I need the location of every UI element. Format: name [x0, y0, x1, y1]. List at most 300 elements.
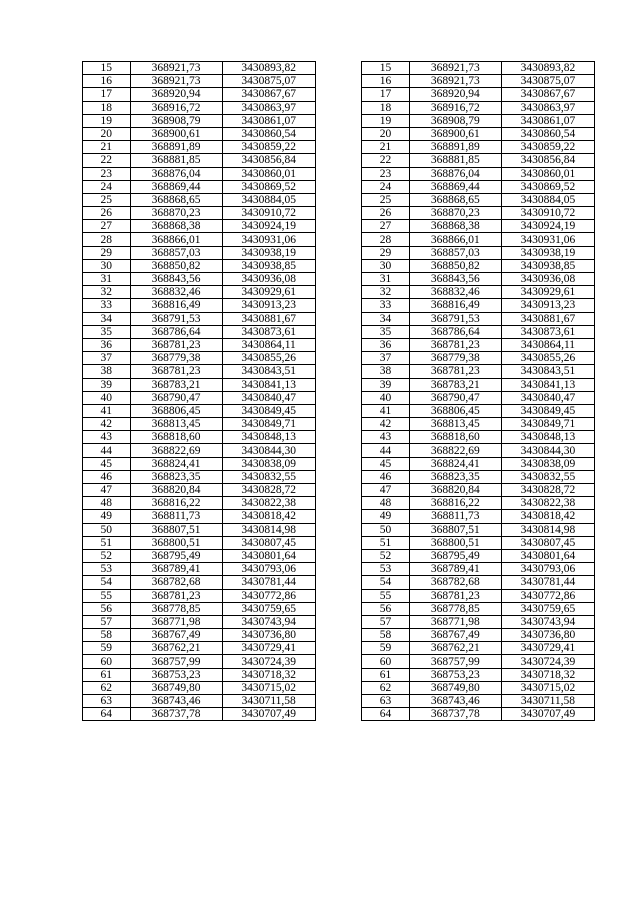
left-point-number-cell: 31: [83, 273, 131, 286]
left-y-coordinate-cell: 3430869,52: [222, 180, 315, 193]
left-y-coordinate-cell: 3430828,72: [222, 484, 315, 497]
column-gap: [315, 325, 362, 338]
column-gap: [315, 207, 362, 220]
right-x-coordinate-cell: 368811,73: [409, 510, 501, 523]
left-x-coordinate-cell: 368811,73: [130, 510, 222, 523]
left-point-number-cell: 29: [83, 246, 131, 259]
table-row: [83, 88, 595, 101]
column-gap: [315, 352, 362, 365]
right-point-number-cell: 47: [362, 484, 410, 497]
left-x-coordinate-cell: 368807,51: [130, 523, 222, 536]
right-x-coordinate-cell: 368900,61: [409, 127, 501, 140]
right-x-coordinate-cell: 368824,41: [409, 457, 501, 470]
left-x-coordinate-cell: 368850,82: [130, 259, 222, 272]
table-row: [83, 668, 595, 681]
column-gap: [315, 457, 362, 470]
right-y-coordinate-cell: 3430913,23: [501, 299, 594, 312]
table-row: [83, 695, 595, 708]
left-y-coordinate-cell: 3430832,55: [222, 470, 315, 483]
left-y-coordinate-cell: 3430822,38: [222, 497, 315, 510]
left-x-coordinate-cell: 368737,78: [130, 708, 222, 721]
right-point-number-cell: 34: [362, 312, 410, 325]
left-point-number-cell: 32: [83, 286, 131, 299]
right-x-coordinate-cell: 368781,23: [409, 589, 501, 602]
right-point-number-cell: 24: [362, 180, 410, 193]
right-point-number-cell: 46: [362, 470, 410, 483]
left-y-coordinate-cell: 3430715,02: [222, 681, 315, 694]
left-x-coordinate-cell: 368791,53: [130, 312, 222, 325]
right-y-coordinate-cell: 3430893,82: [501, 62, 594, 75]
left-point-number-cell: 15: [83, 62, 131, 75]
right-point-number-cell: 27: [362, 220, 410, 233]
right-point-number-cell: 25: [362, 193, 410, 206]
left-x-coordinate-cell: 368790,47: [130, 391, 222, 404]
column-gap: [315, 246, 362, 259]
table-row: [83, 484, 595, 497]
column-gap: [315, 154, 362, 167]
right-y-coordinate-cell: 3430724,39: [501, 655, 594, 668]
left-y-coordinate-cell: 3430864,11: [222, 338, 315, 351]
left-y-coordinate-cell: 3430807,45: [222, 536, 315, 549]
left-y-coordinate-cell: 3430881,67: [222, 312, 315, 325]
left-x-coordinate-cell: 368783,21: [130, 378, 222, 391]
right-y-coordinate-cell: 3430743,94: [501, 615, 594, 628]
right-x-coordinate-cell: 368832,46: [409, 286, 501, 299]
table-row: [83, 246, 595, 259]
left-x-coordinate-cell: 368782,68: [130, 576, 222, 589]
left-y-coordinate-cell: 3430707,49: [222, 708, 315, 721]
table-row: [83, 444, 595, 457]
right-point-number-cell: 36: [362, 338, 410, 351]
right-x-coordinate-cell: 368806,45: [409, 404, 501, 417]
right-x-coordinate-cell: 368818,60: [409, 431, 501, 444]
column-gap: [315, 75, 362, 88]
right-point-number-cell: 32: [362, 286, 410, 299]
left-y-coordinate-cell: 3430772,86: [222, 589, 315, 602]
left-point-number-cell: 57: [83, 615, 131, 628]
left-point-number-cell: 44: [83, 444, 131, 457]
left-y-coordinate-cell: 3430936,08: [222, 273, 315, 286]
left-y-coordinate-cell: 3430863,97: [222, 101, 315, 114]
right-point-number-cell: 38: [362, 365, 410, 378]
left-y-coordinate-cell: 3430844,30: [222, 444, 315, 457]
right-x-coordinate-cell: 368781,23: [409, 338, 501, 351]
left-point-number-cell: 36: [83, 338, 131, 351]
column-gap: [315, 510, 362, 523]
right-y-coordinate-cell: 3430860,01: [501, 167, 594, 180]
left-x-coordinate-cell: 368781,23: [130, 589, 222, 602]
column-gap: [315, 602, 362, 615]
left-y-coordinate-cell: 3430893,82: [222, 62, 315, 75]
table-row: [83, 404, 595, 417]
left-x-coordinate-cell: 368771,98: [130, 615, 222, 628]
left-y-coordinate-cell: 3430860,54: [222, 127, 315, 140]
column-gap: [315, 523, 362, 536]
column-gap: [315, 418, 362, 431]
left-x-coordinate-cell: 368816,49: [130, 299, 222, 312]
left-x-coordinate-cell: 368778,85: [130, 602, 222, 615]
right-point-number-cell: 48: [362, 497, 410, 510]
right-y-coordinate-cell: 3430828,72: [501, 484, 594, 497]
left-x-coordinate-cell: 368813,45: [130, 418, 222, 431]
table-row: [83, 167, 595, 180]
right-y-coordinate-cell: 3430936,08: [501, 273, 594, 286]
left-y-coordinate-cell: 3430938,19: [222, 246, 315, 259]
left-x-coordinate-cell: 368743,46: [130, 695, 222, 708]
left-y-coordinate-cell: 3430910,72: [222, 207, 315, 220]
left-point-number-cell: 61: [83, 668, 131, 681]
right-y-coordinate-cell: 3430931,06: [501, 233, 594, 246]
left-y-coordinate-cell: 3430843,51: [222, 365, 315, 378]
left-y-coordinate-cell: 3430814,98: [222, 523, 315, 536]
table-row: [83, 629, 595, 642]
right-point-number-cell: 58: [362, 629, 410, 642]
right-y-coordinate-cell: 3430938,85: [501, 259, 594, 272]
right-x-coordinate-cell: 368868,65: [409, 193, 501, 206]
document-page: [82, 61, 595, 721]
left-point-number-cell: 54: [83, 576, 131, 589]
right-y-coordinate-cell: 3430881,67: [501, 312, 594, 325]
right-y-coordinate-cell: 3430801,64: [501, 549, 594, 562]
left-y-coordinate-cell: 3430849,45: [222, 404, 315, 417]
right-x-coordinate-cell: 368870,23: [409, 207, 501, 220]
left-point-number-cell: 38: [83, 365, 131, 378]
right-y-coordinate-cell: 3430938,19: [501, 246, 594, 259]
left-point-number-cell: 50: [83, 523, 131, 536]
left-point-number-cell: 56: [83, 602, 131, 615]
left-x-coordinate-cell: 368800,51: [130, 536, 222, 549]
right-y-coordinate-cell: 3430861,07: [501, 114, 594, 127]
right-point-number-cell: 29: [362, 246, 410, 259]
left-x-coordinate-cell: 368908,79: [130, 114, 222, 127]
right-point-number-cell: 61: [362, 668, 410, 681]
right-x-coordinate-cell: 368767,49: [409, 629, 501, 642]
left-point-number-cell: 47: [83, 484, 131, 497]
left-y-coordinate-cell: 3430818,42: [222, 510, 315, 523]
right-point-number-cell: 20: [362, 127, 410, 140]
right-x-coordinate-cell: 368789,41: [409, 563, 501, 576]
left-point-number-cell: 17: [83, 88, 131, 101]
right-x-coordinate-cell: 368908,79: [409, 114, 501, 127]
left-point-number-cell: 59: [83, 642, 131, 655]
left-point-number-cell: 64: [83, 708, 131, 721]
right-y-coordinate-cell: 3430718,32: [501, 668, 594, 681]
column-gap: [315, 312, 362, 325]
left-x-coordinate-cell: 368753,23: [130, 668, 222, 681]
right-y-coordinate-cell: 3430848,13: [501, 431, 594, 444]
left-y-coordinate-cell: 3430873,61: [222, 325, 315, 338]
left-x-coordinate-cell: 368781,23: [130, 338, 222, 351]
column-gap: [315, 141, 362, 154]
left-y-coordinate-cell: 3430718,32: [222, 668, 315, 681]
left-y-coordinate-cell: 3430938,85: [222, 259, 315, 272]
left-point-number-cell: 53: [83, 563, 131, 576]
right-x-coordinate-cell: 368857,03: [409, 246, 501, 259]
left-point-number-cell: 33: [83, 299, 131, 312]
left-x-coordinate-cell: 368816,22: [130, 497, 222, 510]
right-x-coordinate-cell: 368762,21: [409, 642, 501, 655]
column-gap: [315, 338, 362, 351]
right-x-coordinate-cell: 368823,35: [409, 470, 501, 483]
right-point-number-cell: 52: [362, 549, 410, 562]
table-row: [83, 127, 595, 140]
right-point-number-cell: 17: [362, 88, 410, 101]
table-row: [83, 536, 595, 549]
column-gap: [315, 101, 362, 114]
column-gap: [315, 470, 362, 483]
right-point-number-cell: 60: [362, 655, 410, 668]
table-row: [83, 193, 595, 206]
left-x-coordinate-cell: 368781,23: [130, 365, 222, 378]
left-x-coordinate-cell: 368921,73: [130, 75, 222, 88]
column-gap: [315, 220, 362, 233]
right-x-coordinate-cell: 368778,85: [409, 602, 501, 615]
left-x-coordinate-cell: 368786,64: [130, 325, 222, 338]
left-point-number-cell: 42: [83, 418, 131, 431]
table-row: [83, 642, 595, 655]
table-row: [83, 589, 595, 602]
right-x-coordinate-cell: 368881,85: [409, 154, 501, 167]
right-point-number-cell: 26: [362, 207, 410, 220]
left-y-coordinate-cell: 3430849,71: [222, 418, 315, 431]
right-x-coordinate-cell: 368869,44: [409, 180, 501, 193]
right-x-coordinate-cell: 368783,21: [409, 378, 501, 391]
left-point-number-cell: 30: [83, 259, 131, 272]
table-row: [83, 497, 595, 510]
column-gap: [315, 180, 362, 193]
table-row: [83, 75, 595, 88]
table-row: [83, 602, 595, 615]
table-row: [83, 418, 595, 431]
left-point-number-cell: 25: [83, 193, 131, 206]
left-y-coordinate-cell: 3430931,06: [222, 233, 315, 246]
right-x-coordinate-cell: 368876,04: [409, 167, 501, 180]
right-y-coordinate-cell: 3430859,22: [501, 141, 594, 154]
left-y-coordinate-cell: 3430743,94: [222, 615, 315, 628]
right-y-coordinate-cell: 3430715,02: [501, 681, 594, 694]
left-y-coordinate-cell: 3430884,05: [222, 193, 315, 206]
left-x-coordinate-cell: 368868,65: [130, 193, 222, 206]
left-y-coordinate-cell: 3430867,67: [222, 88, 315, 101]
left-point-number-cell: 27: [83, 220, 131, 233]
left-x-coordinate-cell: 368891,89: [130, 141, 222, 154]
left-point-number-cell: 21: [83, 141, 131, 154]
column-gap: [315, 589, 362, 602]
right-y-coordinate-cell: 3430910,72: [501, 207, 594, 220]
left-point-number-cell: 63: [83, 695, 131, 708]
column-gap: [315, 299, 362, 312]
left-point-number-cell: 16: [83, 75, 131, 88]
left-point-number-cell: 22: [83, 154, 131, 167]
right-y-coordinate-cell: 3430781,44: [501, 576, 594, 589]
right-y-coordinate-cell: 3430818,42: [501, 510, 594, 523]
right-x-coordinate-cell: 368743,46: [409, 695, 501, 708]
left-x-coordinate-cell: 368762,21: [130, 642, 222, 655]
column-gap: [315, 444, 362, 457]
right-point-number-cell: 40: [362, 391, 410, 404]
right-point-number-cell: 21: [362, 141, 410, 154]
right-x-coordinate-cell: 368868,38: [409, 220, 501, 233]
table-row: [83, 338, 595, 351]
right-point-number-cell: 43: [362, 431, 410, 444]
left-point-number-cell: 41: [83, 404, 131, 417]
left-y-coordinate-cell: 3430913,23: [222, 299, 315, 312]
column-gap: [315, 549, 362, 562]
right-point-number-cell: 22: [362, 154, 410, 167]
right-x-coordinate-cell: 368757,99: [409, 655, 501, 668]
left-point-number-cell: 49: [83, 510, 131, 523]
right-point-number-cell: 15: [362, 62, 410, 75]
left-point-number-cell: 45: [83, 457, 131, 470]
left-point-number-cell: 43: [83, 431, 131, 444]
column-gap: [315, 378, 362, 391]
right-point-number-cell: 53: [362, 563, 410, 576]
left-y-coordinate-cell: 3430840,47: [222, 391, 315, 404]
left-point-number-cell: 55: [83, 589, 131, 602]
table-row: [83, 576, 595, 589]
right-x-coordinate-cell: 368816,22: [409, 497, 501, 510]
table-row: [83, 470, 595, 483]
right-point-number-cell: 44: [362, 444, 410, 457]
left-x-coordinate-cell: 368806,45: [130, 404, 222, 417]
left-point-number-cell: 52: [83, 549, 131, 562]
column-gap: [315, 497, 362, 510]
right-x-coordinate-cell: 368800,51: [409, 536, 501, 549]
left-y-coordinate-cell: 3430841,13: [222, 378, 315, 391]
right-y-coordinate-cell: 3430814,98: [501, 523, 594, 536]
column-gap: [315, 681, 362, 694]
right-x-coordinate-cell: 368820,84: [409, 484, 501, 497]
left-y-coordinate-cell: 3430855,26: [222, 352, 315, 365]
left-x-coordinate-cell: 368876,04: [130, 167, 222, 180]
right-x-coordinate-cell: 368822,69: [409, 444, 501, 457]
table-row: [83, 655, 595, 668]
right-x-coordinate-cell: 368737,78: [409, 708, 501, 721]
right-point-number-cell: 54: [362, 576, 410, 589]
table-row: [83, 207, 595, 220]
right-x-coordinate-cell: 368791,53: [409, 312, 501, 325]
left-y-coordinate-cell: 3430924,19: [222, 220, 315, 233]
right-x-coordinate-cell: 368786,64: [409, 325, 501, 338]
left-y-coordinate-cell: 3430759,65: [222, 602, 315, 615]
left-y-coordinate-cell: 3430724,39: [222, 655, 315, 668]
table-row: [83, 378, 595, 391]
column-gap: [315, 642, 362, 655]
left-x-coordinate-cell: 368866,01: [130, 233, 222, 246]
column-gap: [315, 127, 362, 140]
right-point-number-cell: 18: [362, 101, 410, 114]
right-point-number-cell: 37: [362, 352, 410, 365]
column-gap: [315, 615, 362, 628]
right-point-number-cell: 35: [362, 325, 410, 338]
right-y-coordinate-cell: 3430884,05: [501, 193, 594, 206]
right-point-number-cell: 30: [362, 259, 410, 272]
table-row: [83, 431, 595, 444]
table-row: [83, 365, 595, 378]
table-row: [83, 391, 595, 404]
right-point-number-cell: 63: [362, 695, 410, 708]
table-row: [83, 101, 595, 114]
right-y-coordinate-cell: 3430849,45: [501, 404, 594, 417]
left-point-number-cell: 18: [83, 101, 131, 114]
column-gap: [315, 167, 362, 180]
column-gap: [315, 273, 362, 286]
left-x-coordinate-cell: 368870,23: [130, 207, 222, 220]
table-row: [83, 708, 595, 721]
column-gap: [315, 668, 362, 681]
left-point-number-cell: 34: [83, 312, 131, 325]
table-row: [83, 273, 595, 286]
left-y-coordinate-cell: 3430875,07: [222, 75, 315, 88]
column-gap: [315, 695, 362, 708]
right-x-coordinate-cell: 368843,56: [409, 273, 501, 286]
right-x-coordinate-cell: 368920,94: [409, 88, 501, 101]
right-x-coordinate-cell: 368782,68: [409, 576, 501, 589]
right-point-number-cell: 16: [362, 75, 410, 88]
left-x-coordinate-cell: 368823,35: [130, 470, 222, 483]
table-row: [83, 615, 595, 628]
table-row: [83, 180, 595, 193]
right-point-number-cell: 62: [362, 681, 410, 694]
right-point-number-cell: 51: [362, 536, 410, 549]
right-x-coordinate-cell: 368807,51: [409, 523, 501, 536]
left-point-number-cell: 48: [83, 497, 131, 510]
right-point-number-cell: 49: [362, 510, 410, 523]
column-gap: [315, 233, 362, 246]
right-y-coordinate-cell: 3430822,38: [501, 497, 594, 510]
right-x-coordinate-cell: 368866,01: [409, 233, 501, 246]
left-point-number-cell: 58: [83, 629, 131, 642]
right-point-number-cell: 50: [362, 523, 410, 536]
left-y-coordinate-cell: 3430793,06: [222, 563, 315, 576]
right-point-number-cell: 28: [362, 233, 410, 246]
right-point-number-cell: 45: [362, 457, 410, 470]
left-x-coordinate-cell: 368789,41: [130, 563, 222, 576]
column-gap: [315, 114, 362, 127]
left-y-coordinate-cell: 3430929,61: [222, 286, 315, 299]
table-row: [83, 563, 595, 576]
table-row: [83, 325, 595, 338]
right-y-coordinate-cell: 3430873,61: [501, 325, 594, 338]
right-y-coordinate-cell: 3430863,97: [501, 101, 594, 114]
right-y-coordinate-cell: 3430736,80: [501, 629, 594, 642]
table-row: [83, 549, 595, 562]
right-x-coordinate-cell: 368779,38: [409, 352, 501, 365]
right-x-coordinate-cell: 368749,80: [409, 681, 501, 694]
left-y-coordinate-cell: 3430736,80: [222, 629, 315, 642]
left-point-number-cell: 28: [83, 233, 131, 246]
column-gap: [315, 259, 362, 272]
left-point-number-cell: 26: [83, 207, 131, 220]
left-x-coordinate-cell: 368832,46: [130, 286, 222, 299]
left-x-coordinate-cell: 368795,49: [130, 549, 222, 562]
left-x-coordinate-cell: 368824,41: [130, 457, 222, 470]
right-x-coordinate-cell: 368790,47: [409, 391, 501, 404]
column-gap: [315, 655, 362, 668]
left-x-coordinate-cell: 368767,49: [130, 629, 222, 642]
right-point-number-cell: 23: [362, 167, 410, 180]
right-y-coordinate-cell: 3430844,30: [501, 444, 594, 457]
coordinates-table: [82, 61, 595, 721]
left-y-coordinate-cell: 3430711,58: [222, 695, 315, 708]
right-point-number-cell: 39: [362, 378, 410, 391]
left-x-coordinate-cell: 368916,72: [130, 101, 222, 114]
right-x-coordinate-cell: 368816,49: [409, 299, 501, 312]
right-y-coordinate-cell: 3430869,52: [501, 180, 594, 193]
left-x-coordinate-cell: 368749,80: [130, 681, 222, 694]
right-x-coordinate-cell: 368753,23: [409, 668, 501, 681]
right-y-coordinate-cell: 3430841,13: [501, 378, 594, 391]
